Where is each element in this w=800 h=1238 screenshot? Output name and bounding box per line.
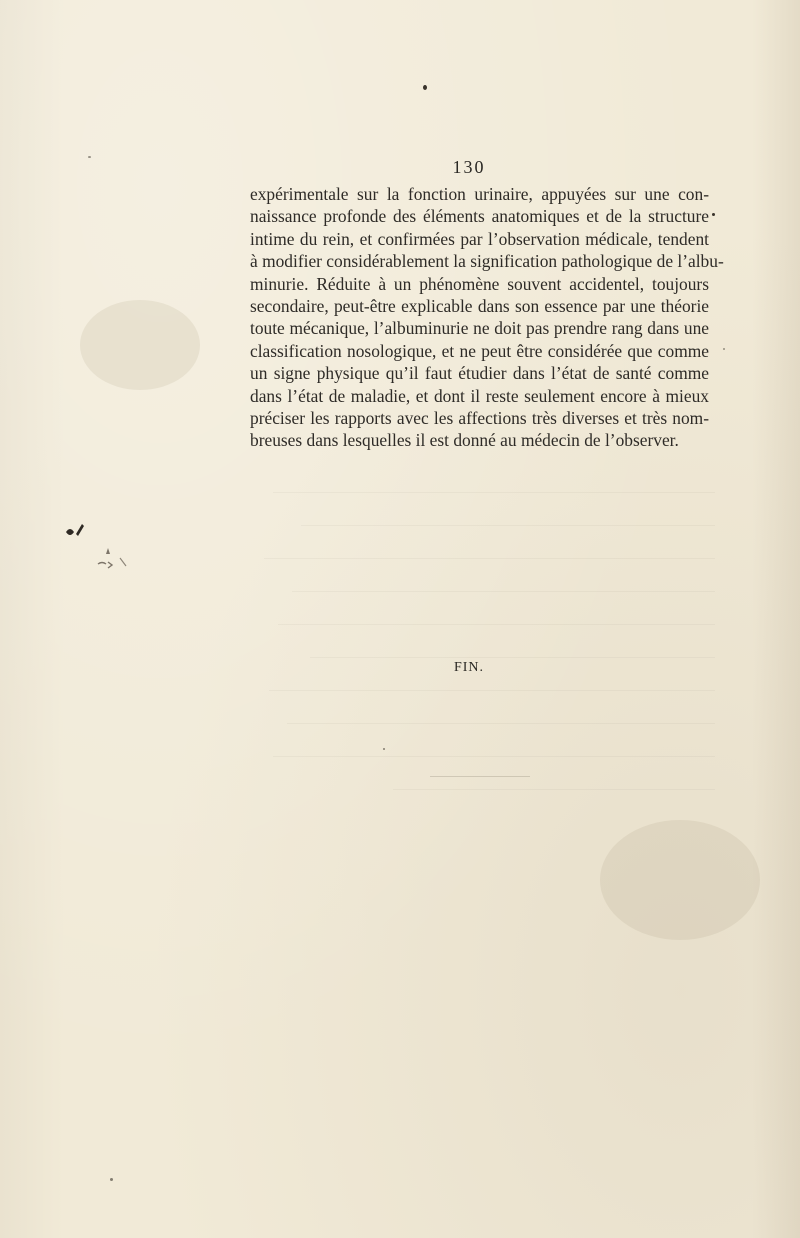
faint-rule — [430, 776, 530, 777]
paper-stain — [80, 300, 200, 390]
end-marker: FIN. — [453, 660, 485, 675]
text-line: à modifier considérablement la signification pathologique de l’albu- — [250, 251, 724, 272]
ink-speck — [423, 85, 427, 90]
ink-speck — [383, 748, 385, 750]
text-line: secondaire, peut-être explicable dans son essence par une théorie — [250, 296, 709, 317]
text-line: breuses dans lesquelles il est donné au médecin de l’observer. — [250, 430, 679, 451]
text-line: préciser les rapports avec les affections très diverses et très nom- — [250, 408, 709, 429]
text-line: un signe physique qu’il faut étudier dans l’état de santé comme — [250, 363, 709, 384]
text-line: naissance profonde des éléments anatomiques et de la structure — [250, 206, 709, 227]
page-number: 130 — [452, 157, 486, 177]
paper-stain — [600, 820, 760, 940]
text-line: dans l’état de maladie, et dont il reste seulement encore à mieux — [250, 385, 709, 406]
text-line: toute mécanique, l’albuminurie ne doit pas prendre rang dans une — [250, 318, 709, 339]
text-line: minurie. Réduite à un phénomène souvent accidentel, toujours — [250, 273, 709, 294]
text-line: intime du rein, et confirmées par l’observation médicale, tendent — [250, 228, 709, 249]
ink-speck — [110, 1178, 113, 1181]
body-paragraph — [250, 183, 724, 452]
text-line: classification nosologique, et ne peut être considérée que comme — [250, 340, 709, 361]
bleed-through-texture — [255, 470, 715, 840]
ink-speck — [723, 348, 725, 350]
text-line: expérimentale sur la fonction urinaire, appuyées sur une con- — [250, 184, 709, 204]
ink-speck — [712, 213, 715, 216]
margin-pencil-marks — [62, 518, 152, 588]
